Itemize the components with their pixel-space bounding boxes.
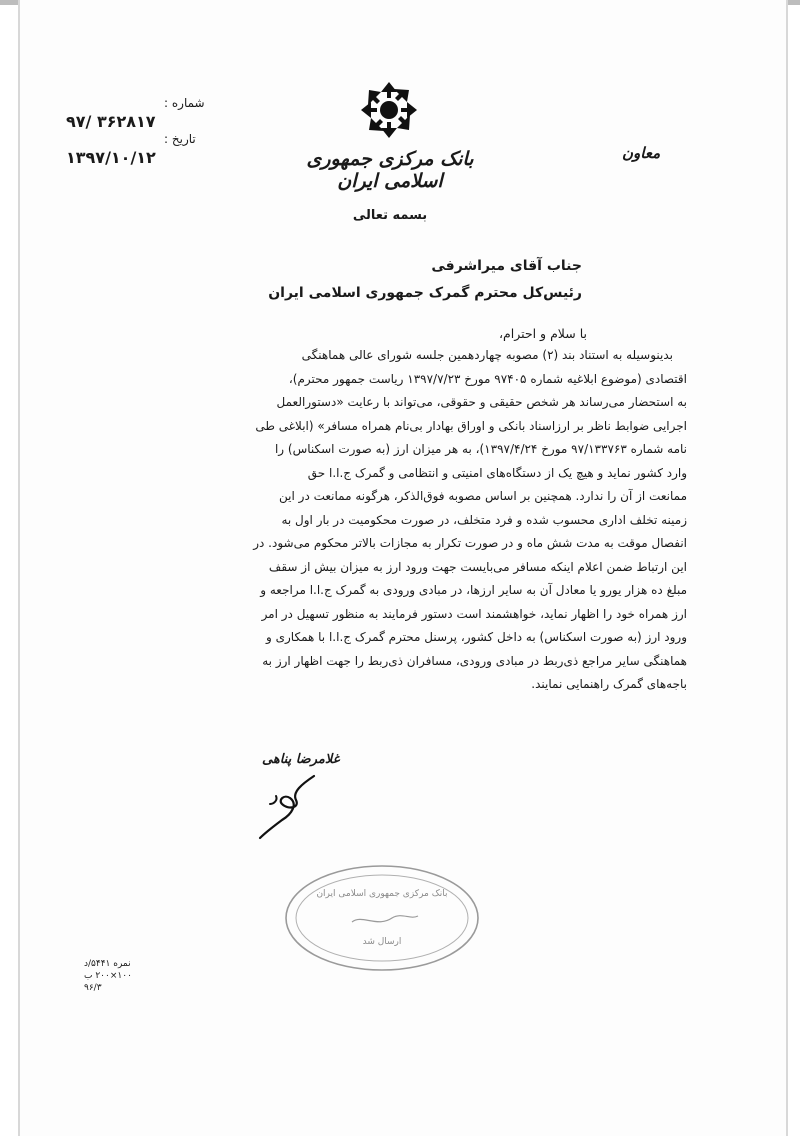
letter-number: ۹۷/ ۳۶۲۸۱۷ — [66, 112, 156, 131]
body-line: وارد کشور نماید و هیچ یک از دستگاه‌های امنیتی و انتظامی و گمرک ج.ا.ا حق — [307, 465, 687, 480]
body-line: زمینه تخلف اداری محسوب شده و فرد متخلف، در صورت محکومیت در بار اول به — [281, 512, 687, 527]
body-line: ورود ارز (به صورت اسکناس) به داخل کشور، پرسنل محترم گمرک ج.ا.ا با همکاری و — [265, 630, 687, 644]
body-line: بدینوسیله به استناد بند (۲) مصوبه چهاردهمین جلسه شورای عالی هماهنگی — [301, 348, 673, 362]
form-ref-line: ۱۰۰×۲۰۰ ب — [84, 971, 132, 981]
date-label: تاریخ : — [164, 132, 196, 146]
recipient-title: رئیس‌کل محترم گمرک جمهوری اسلامی ایران — [268, 285, 582, 301]
letter-date: ۱۳۹۷/۱۰/۱۲ — [66, 148, 156, 167]
form-reference — [84, 958, 154, 994]
signature — [252, 770, 332, 840]
form-ref-line: ۹۶/۳ — [84, 983, 102, 993]
stamp-line-1: بانک مرکزی جمهوری اسلامی ایران — [316, 889, 448, 899]
deputy-label: معاون — [622, 144, 661, 162]
bank-name: بانک مرکزی جمهوری اسلامی ایران — [306, 148, 474, 192]
body-line: به استحضار می‌رساند هر شخص حقیقی و حقوقی، می‌تواند با رعایت «دستورالعمل — [276, 395, 687, 409]
body-line: اقتصادی (موضوع ابلاغیه شماره ۹۷۴۰۵ مورخ ۱۳۹۷/۷/۲۳ ریاست جمهور محترم)، — [288, 371, 687, 386]
office-stamp — [282, 862, 482, 974]
body-line: باجه‌های گمرک راهنمایی نمایند. — [531, 677, 687, 691]
form-ref-line: نمره ۵۴۴۱/د — [84, 959, 131, 969]
central-bank-logo — [357, 78, 421, 142]
body-line: نامه شماره ۹۷/۱۳۳۷۶۳ مورخ ۱۳۹۷/۴/۲۴)، به هر میزان ارز (به صورت اسکناس) را — [274, 442, 687, 456]
body-line: ممانعت از آن را ندارد. همچنین بر اساس مصوبه فوق‌الذکر، هرگونه ممانعت در این — [279, 489, 687, 503]
invocation: بسمه تعالی — [352, 208, 428, 223]
body-line: ارز همراه خود را اظهار نماید، خواهشمند است دستور فرمایند به منظور تسهیل در امر — [261, 606, 687, 621]
signer-name: غلامرضا پناهی — [262, 752, 340, 767]
letter-body — [236, 344, 687, 697]
greeting: با سلام و احترام، — [498, 326, 587, 341]
body-line: انفصال موقت به مدت شش ماه و در صورت تکرار به مجازات بالاتر محکوم می‌شود. در — [253, 536, 687, 550]
body-line: اجرایی ضوابط ناظر بر ارزاسناد بانکی و اوراق بهادار بی‌نام همراه مسافر» (ابلاغی طی — [255, 418, 687, 433]
body-line: این ارتباط ضمن اعلام اینکه مسافر می‌بایست جهت ورود ارز به میزان بیش از سقف — [268, 559, 687, 574]
number-label: شماره : — [164, 96, 205, 110]
recipient-name: جناب آقای میراشرفی — [431, 258, 582, 274]
body-line: هماهنگی سایر مراجع ذی‌ربط در مبادی ورودی، مسافران ذی‌ربط را جهت اظهار ارز به — [262, 653, 687, 668]
body-line: مبلغ ده هزار یورو یا معادل آن به سایر ارزها، در مبادی ورودی به گمرک ج.ا.ا مراجعه و — [260, 583, 687, 597]
stamp-line-2: ارسال شد — [362, 937, 402, 947]
